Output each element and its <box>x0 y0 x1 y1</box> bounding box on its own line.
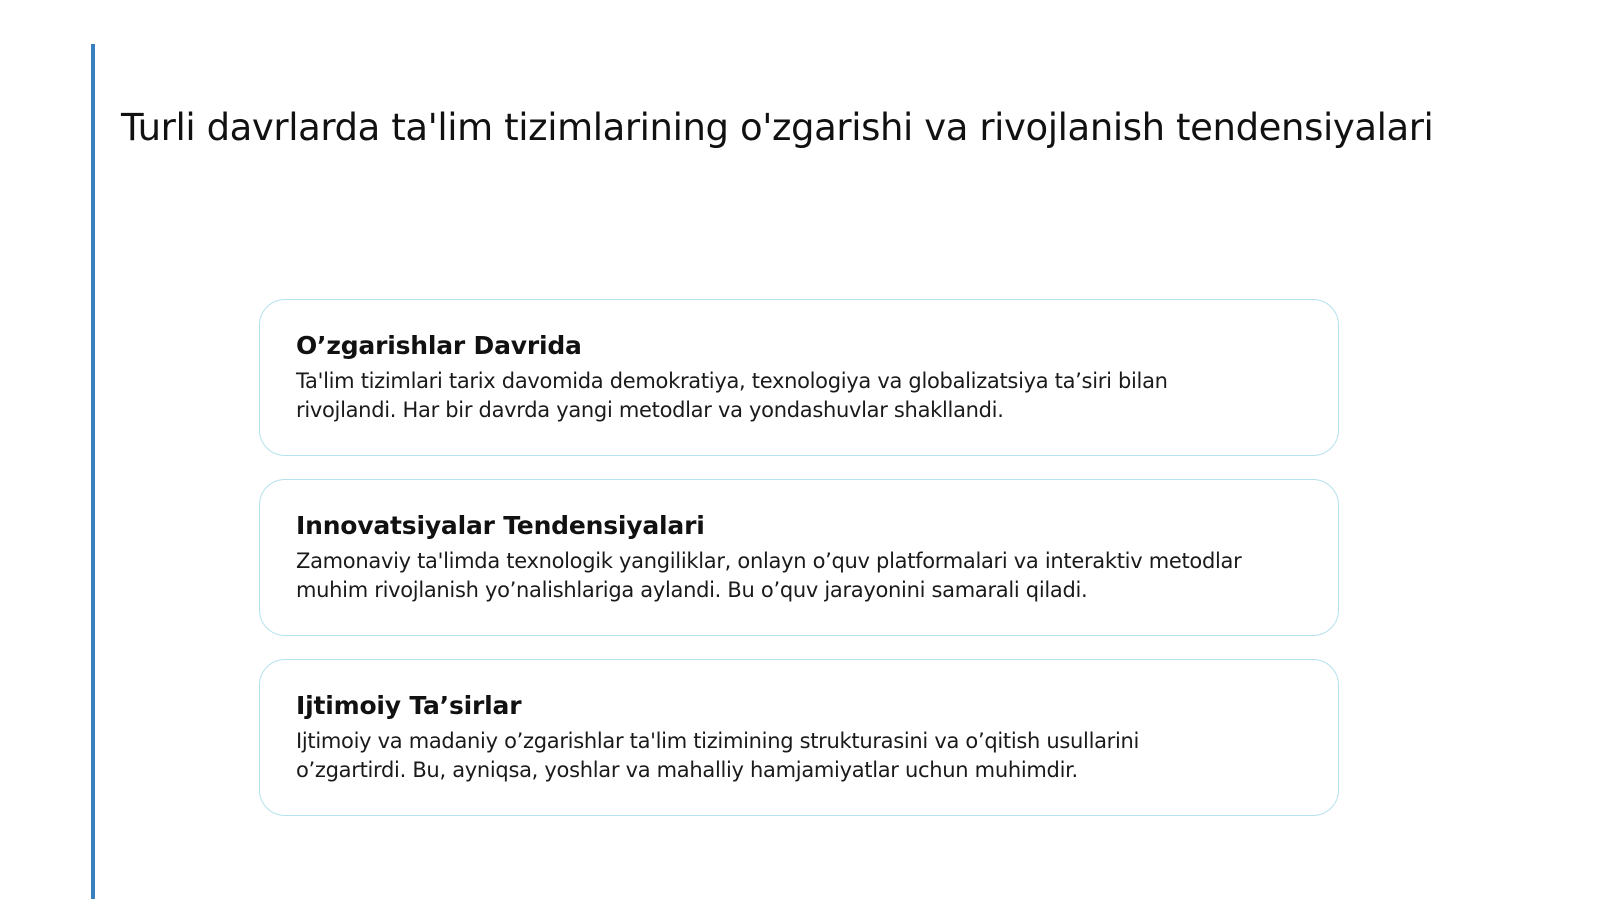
card-title: Ijtimoiy Ta’sirlar <box>296 691 522 720</box>
slide-title: Turli davrlarda ta'lim tizimlarining o'zgarishi va rivojlanish tendensiyalari <box>121 106 1434 149</box>
card-innovations <box>259 479 1339 636</box>
card-changes <box>259 299 1339 456</box>
accent-bar <box>91 44 95 899</box>
card-text-line: Zamonaviy ta'limda texnologik yangiliklar, onlayn o’quv platformalari va interaktiv metodlar <box>296 549 1242 574</box>
card-text <box>296 547 1304 605</box>
card-list <box>259 299 1339 839</box>
card-title: O’zgarishlar Davrida <box>296 331 582 360</box>
card-text-line: Ta'lim tizimlari tarix davomida demokratiya, texnologiya va globalizatsiya ta’siri bilan <box>296 369 1168 394</box>
card-text-line: rivojlandi. Har bir davrda yangi metodlar va yondashuvlar shakllandi. <box>296 398 1004 423</box>
card-title: Innovatsiyalar Tendensiyalari <box>296 511 705 540</box>
card-text <box>296 727 1304 785</box>
card-social-impacts <box>259 659 1339 816</box>
card-text-line: Ijtimoiy va madaniy o’zgarishlar ta'lim tizimining strukturasini va o’qitish usullarini <box>296 729 1140 754</box>
card-text-line: muhim rivojlanish yo’nalishlariga aylandi. Bu o’quv jarayonini samarali qiladi. <box>296 578 1088 603</box>
card-text-line: o’zgartirdi. Bu, ayniqsa, yoshlar va mahalliy hamjamiyatlar uchun muhimdir. <box>296 758 1078 783</box>
card-text <box>296 367 1304 425</box>
